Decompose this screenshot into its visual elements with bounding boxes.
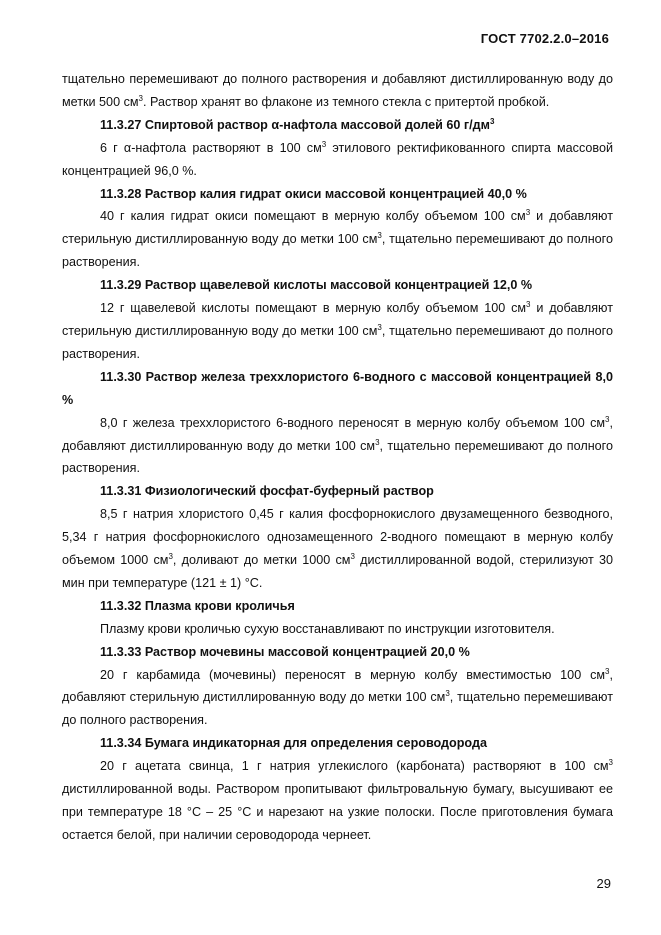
paragraph: 12 г щавелевой кислоты помещают в мерную колбу объемом 100 $см^3$ и добавляют стерильную дистиллированную воду до метки 100 $см^3$, тщательно перемешивают до полного растворения. — [62, 300, 613, 361]
section-heading: 11.3.34 Бумага индикаторная для определения сероводорода — [100, 736, 487, 751]
section-heading: 11.3.29 Раствор щавелевой кислоты массовой концентрацией 12,0 % — [100, 278, 533, 293]
section-heading: 11.3.33 Раствор мочевины массовой концентрацией 20,0 % — [100, 644, 470, 659]
section-heading: 11.3.27 Спиртовой раствор α-нафтола массовой долей 60 $г/дм^3$ — [100, 116, 495, 132]
section-heading: 11.3.30 Раствор железа треххлористого 6-водного с массовой концентрацией 8,0 % — [62, 369, 613, 407]
paragraph: 8,0 г железа треххлористого 6-водного переносят в мерную колбу объемом 100 $см^3$, добавляют дистиллированную воду до метки 100 $см^3$, тщательно перемешивают до полного растворения. — [62, 414, 613, 476]
paragraph: 40 г калия гидрат окиси помещают в мерную колбу объемом 100 $см^3$ и добавляют стерильную дистиллированную воду до метки 100 $см^3$, тщательно перемешивают до полного растворения. — [62, 208, 613, 270]
page-number: 29 — [596, 876, 611, 891]
paragraph: 20 г ацетата свинца, 1 г натрия углекислого (карбоната) растворяют в 100 $см^3$ дистиллированной воды. Раствором пропитывают фильтровальную бумагу, высушивают ее при температуре 18 °С – 25 °С и нарезают на узкие полоски. После приготовления бумага остается белой, при наличии сероводорода чернеет. — [62, 758, 613, 842]
section-heading: 11.3.32 Плазма крови кроличья — [100, 598, 295, 613]
paragraph: Плазму крови кроличью сухую восстанавливают по инструкции изготовителя. — [100, 621, 555, 636]
paragraph: 8,5 г натрия хлористого 0,45 г калия фосфорнокислого двузамещенного безводного, 5,34 г натрия фосфорнокислого однозамещенного 2-водного помещают в мерную колбу объемом 1000 $см^3$, доливают до метки 1000 $см^3$ дистиллированной водой, стерилизуют 30 мин при температуре (121 ± 1) °С. — [62, 507, 613, 590]
paragraph: 6 г α-нафтола растворяют в 100 $см^3$ этилового ректификованного спирта массовой концентрацией 96,0 %. — [62, 139, 613, 178]
document-body — [62, 68, 613, 847]
document-header: ГОСТ 7702.2.0–2016 — [480, 31, 609, 46]
section-heading: 11.3.28 Раствор калия гидрат окиси массовой концентрацией 40,0 % — [100, 186, 527, 201]
paragraph: 20 г карбамида (мочевины) переносят в мерную колбу вместимостью 100 $см^3$, добавляют стерильную дистиллированную воду до метки 100 $см^3$, тщательно перемешивают до полного растворения. — [62, 666, 613, 728]
section-heading: 11.3.31 Физиологический фосфат-буферный раствор — [100, 484, 434, 499]
paragraph: тщательно перемешивают до полного растворения и добавляют дистиллированную воду до метки 500 $см^3$. Раствор хранят во флаконе из темного стекла с притертой пробкой. — [62, 72, 613, 109]
